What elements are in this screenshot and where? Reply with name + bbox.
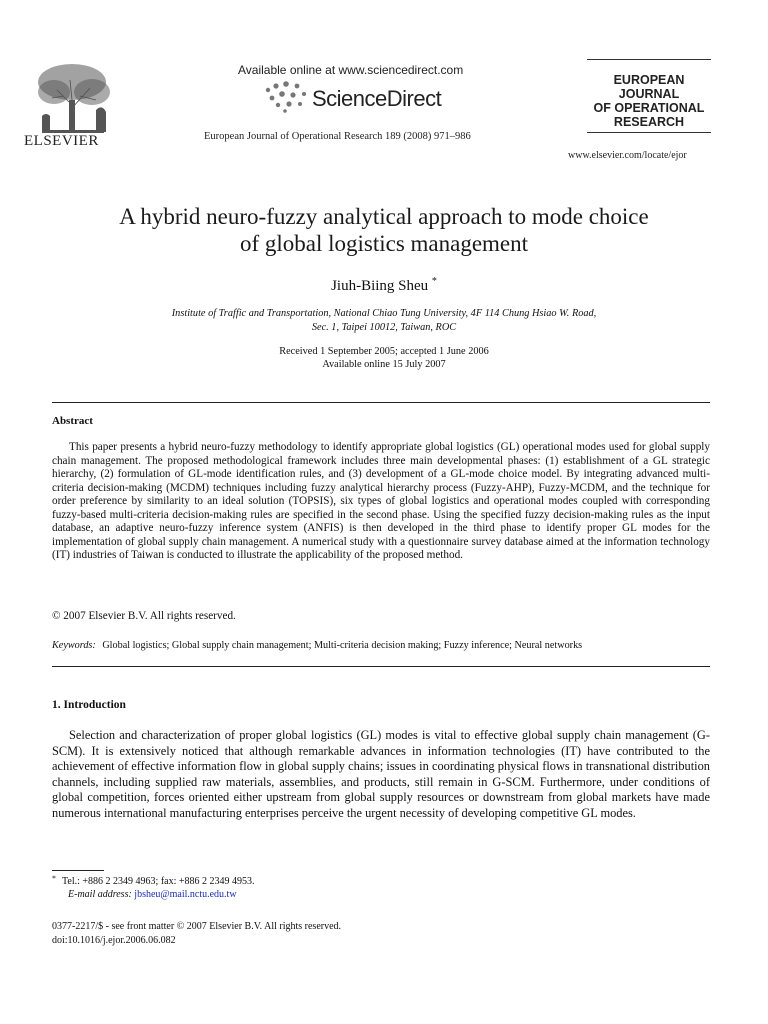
- journal-url[interactable]: www.elsevier.com/locate/ejor: [568, 150, 687, 161]
- title-line: A hybrid neuro-fuzzy analytical approach to mode choice: [119, 204, 649, 229]
- keywords-label: Keywords:: [52, 640, 96, 651]
- title-line: of global logistics management: [239, 231, 529, 256]
- affiliation-line: Sec. 1, Taipei 10012, Taiwan, ROC: [311, 322, 457, 333]
- email-label: E-mail address:: [68, 888, 132, 900]
- abstract-heading: Abstract: [52, 415, 93, 427]
- journal-citation: European Journal of Operational Research 189 (2008) 971–986: [204, 131, 471, 142]
- intro-body: [52, 728, 710, 821]
- abstract-body: [52, 441, 710, 563]
- available-online[interactable]: Available online at www.sciencedirect.com: [238, 63, 464, 77]
- affiliation-line: Institute of Traffic and Transportation, National Chiao Tung University, 4F 114 Chung Hsiao W. Road,: [171, 308, 597, 319]
- keywords: [52, 640, 710, 651]
- publisher-name: ELSEVIER: [24, 133, 99, 149]
- journal-logo-line: JOURNAL: [618, 87, 680, 101]
- journal-logo-line: RESEARCH: [613, 115, 685, 129]
- footnote-tel: Tel.: +886 2 2349 4963; fax: +886 2 2349 4953.: [62, 876, 255, 887]
- footnote-mark: *: [52, 874, 56, 883]
- author-name: Jiuh-Biing Sheu: [331, 278, 429, 294]
- online-date: Available online 15 July 2007: [322, 359, 446, 370]
- author-footnote-mark[interactable]: *: [431, 276, 437, 287]
- journal-logo-line: EUROPEAN: [613, 73, 685, 87]
- author: [0, 276, 768, 295]
- divider: [52, 666, 710, 667]
- article-dates: [0, 345, 768, 371]
- footnote-rule: [52, 870, 104, 871]
- abstract-copyright: © 2007 Elsevier B.V. All rights reserved.: [52, 610, 236, 622]
- sciencedirect-wordmark: ScienceDirect: [312, 86, 442, 111]
- section-heading: 1. Introduction: [52, 699, 126, 711]
- sciencedirect-dots-logo: [262, 80, 310, 114]
- footnote-email-line: [52, 889, 255, 902]
- footnote: [52, 876, 255, 901]
- issn-line: 0377-2217/$ - see front matter © 2007 Elsevier B.V. All rights reserved.: [52, 921, 342, 932]
- doi[interactable]: doi:10.1016/j.ejor.2006.06.082: [52, 935, 176, 946]
- divider: [52, 402, 710, 403]
- abstract-paragraph: This paper presents a hybrid neuro-fuzzy methodology to identify appropriate global logistics (GL) operational modes used for global supply chain management. The proposed methodological framework includes three main developmental phases: (1) establishment of a GL strategic hierarchy, (2) formulation of GL-mode identification rules, and (3) development of a GL-mode choice model. By integrating advanced multi-criteria decision-making (MCDM) techniques including fuzzy analytical hierarchy process (Fuzzy-AHP), Fuzzy-MCDM, and the technique for order preference by similarity to an ideal solution (TOPSIS), six types of global logistics and operational modes coupled with corresponding fuzzy-based multi-criteria decision-making rules are specified in the second phase. Using the specified fuzzy decision-making rules as the input database, an adaptive neuro-fuzzy inference system (ANFIS) is then developed in the third phase to identify proper GL modes for the implementation of global supply chain management. A numerical study with a questionnaire survey database aimed at the information technology (IT) industries of Taiwan is conducted to illustrate the applicability of the proposed method.: [52, 441, 710, 561]
- keywords-list: Global logistics; Global supply chain management; Multi-criteria decision making; Fuzzy inference; Neural networks: [102, 640, 583, 651]
- affiliation: [0, 307, 768, 335]
- intro-paragraph: Selection and characterization of proper global logistics (GL) modes is vital to effective global supply chain management (G-SCM). It is extensively noticed that although remarkable advances in information technologies (IT) have contributed to the achievement of effective information flow in global supply chains; issues in coordinating physical flows in transnational distribution channels, including supplied raw materials, assemblies, and products, still remain in G-SCM. Furthermore, under conditions of global competition, forces oriented either upstream from global supply resources or downstream from global markets have made numerous international manufacturing enterprises perceive the urgent necessity of developing competitive GL modes.: [52, 728, 710, 820]
- journal-logo: [587, 59, 711, 133]
- email-link[interactable]: jbsheu@mail.nctu.edu.tw: [134, 888, 237, 900]
- issn-block: [52, 920, 341, 948]
- article-title: [0, 203, 768, 257]
- journal-logo-line: OF OPERATIONAL: [593, 101, 705, 115]
- footnote-contact: [52, 876, 255, 889]
- received-date: Received 1 September 2005; accepted 1 June 2006: [279, 346, 489, 357]
